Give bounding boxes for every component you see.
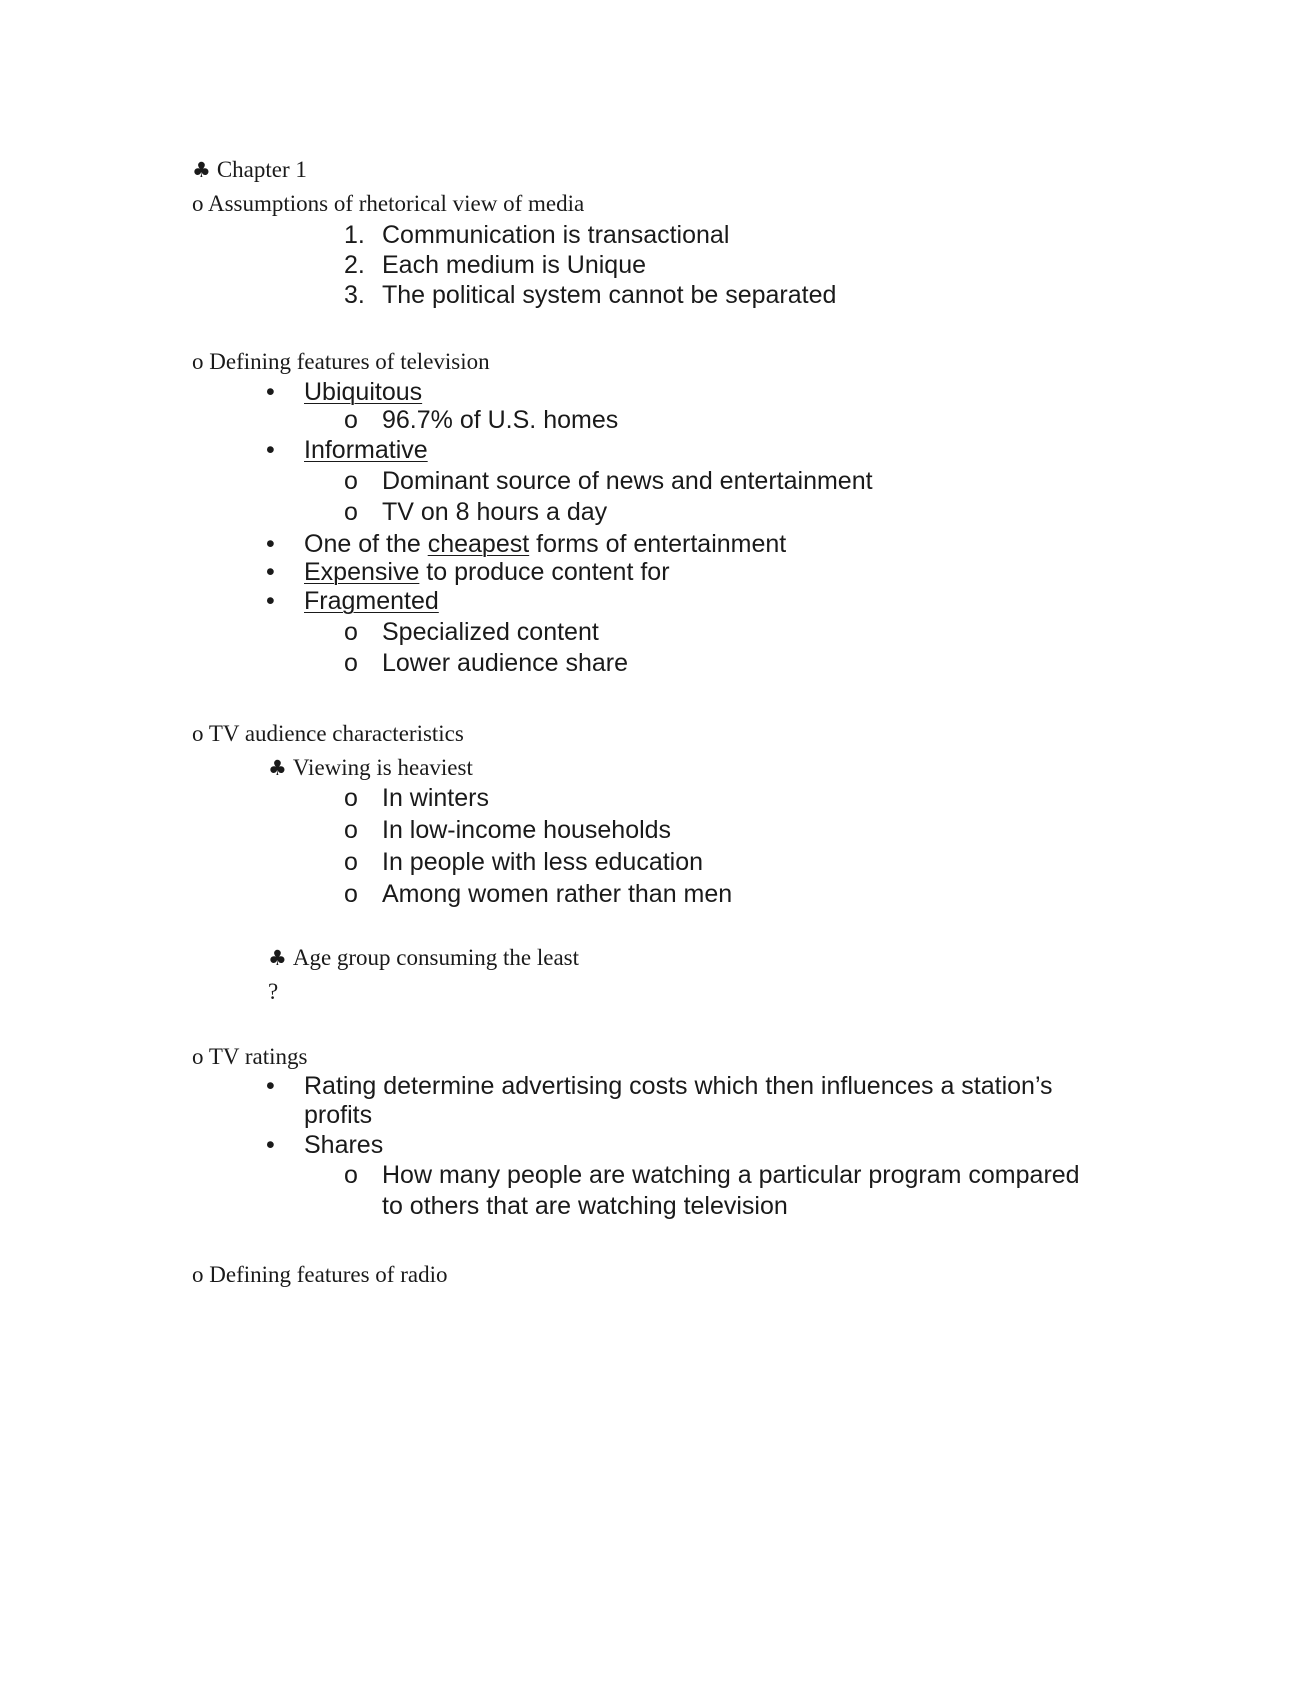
sub-list-item: 96.7% of U.S. homes (382, 406, 619, 434)
sub-bullet-icon: o (344, 1161, 358, 1189)
age-group-answer: ? (268, 979, 279, 1004)
section-heading-text: TV ratings (208, 1044, 308, 1069)
text-segment: forms of entertainment (529, 530, 787, 558)
list-item: Ubiquitous (304, 378, 423, 406)
list-item-continuation: profits (304, 1101, 373, 1129)
list-item: Informative (304, 436, 428, 464)
sub-list-item: In winters (382, 784, 489, 812)
sub-list-item: In low-income households (382, 816, 672, 844)
section-marker: o (192, 1044, 204, 1069)
bullet-icon: • (266, 378, 275, 406)
section-heading-text: Assumptions of rhetorical view of media (207, 191, 585, 216)
subheading-text: Viewing is heaviest (292, 755, 473, 780)
sub-bullet-icon: o (344, 467, 358, 495)
section-marker: o (192, 721, 204, 746)
subheading-text: Age group consuming the least (292, 945, 579, 970)
subheading-age-group (268, 946, 579, 969)
section-heading-tv-features (192, 350, 490, 373)
list-number: 2. (344, 251, 365, 279)
bullet-icon: • (266, 558, 275, 586)
sub-list-item: Specialized content (382, 618, 599, 646)
sub-bullet-icon: o (344, 618, 358, 646)
list-item: Rating determine advertising costs which then influences a station’s (304, 1072, 1053, 1100)
sub-bullet-icon: o (344, 406, 358, 434)
chapter-title: Chapter 1 (216, 157, 307, 182)
sub-list-item: Lower audience share (382, 649, 628, 677)
sub-list-item-continuation: to others that are watching television (382, 1192, 788, 1220)
sub-list-item: How many people are watching a particular program compared (382, 1161, 1080, 1189)
club-bullet-icon: ♣ (268, 946, 287, 970)
bullet-icon: • (266, 530, 275, 558)
sub-list-item: TV on 8 hours a day (382, 498, 608, 526)
section-heading-assumptions (192, 192, 584, 215)
section-heading-text: TV audience characteristics (208, 721, 464, 746)
section-marker: o (192, 1262, 204, 1287)
chapter-heading (192, 158, 307, 181)
underlined-term: cheapest (427, 530, 530, 558)
club-bullet-icon: ♣ (192, 158, 211, 182)
section-heading-text: Defining features of radio (209, 1262, 448, 1287)
sub-list-item: In people with less education (382, 848, 704, 876)
sub-bullet-icon: o (344, 848, 358, 876)
section-heading-text: Defining features of television (209, 349, 490, 374)
sub-list-item: Dominant source of news and entertainment (382, 467, 873, 495)
list-item: Fragmented (304, 587, 439, 615)
bullet-icon: • (266, 1072, 275, 1100)
bullet-icon: • (266, 1131, 275, 1159)
text-segment: to produce content for (419, 558, 670, 586)
list-item: Each medium is Unique (382, 251, 647, 279)
list-number: 1. (344, 221, 365, 249)
section-heading-ratings (192, 1045, 307, 1068)
sub-bullet-icon: o (344, 816, 358, 844)
list-number: 3. (344, 281, 365, 309)
section-heading-audience (192, 722, 464, 745)
list-item: Communication is transactional (382, 221, 730, 249)
list-item: Shares (304, 1131, 384, 1159)
section-heading-radio (192, 1263, 447, 1286)
sub-bullet-icon: o (344, 880, 358, 908)
text-segment: One of the (304, 530, 428, 558)
sub-bullet-icon: o (344, 649, 358, 677)
list-item (304, 532, 786, 557)
bullet-icon: • (266, 587, 275, 615)
section-marker: o (192, 349, 204, 374)
underlined-term: Expensive (304, 558, 420, 586)
section-marker: o (192, 191, 204, 216)
subheading-viewing (268, 756, 473, 779)
club-bullet-icon: ♣ (268, 756, 287, 780)
list-item: The political system cannot be separated (382, 281, 837, 309)
list-item (304, 560, 670, 585)
sub-bullet-icon: o (344, 498, 358, 526)
sub-bullet-icon: o (344, 784, 358, 812)
sub-list-item: Among women rather than men (382, 880, 733, 908)
bullet-icon: • (266, 436, 275, 464)
